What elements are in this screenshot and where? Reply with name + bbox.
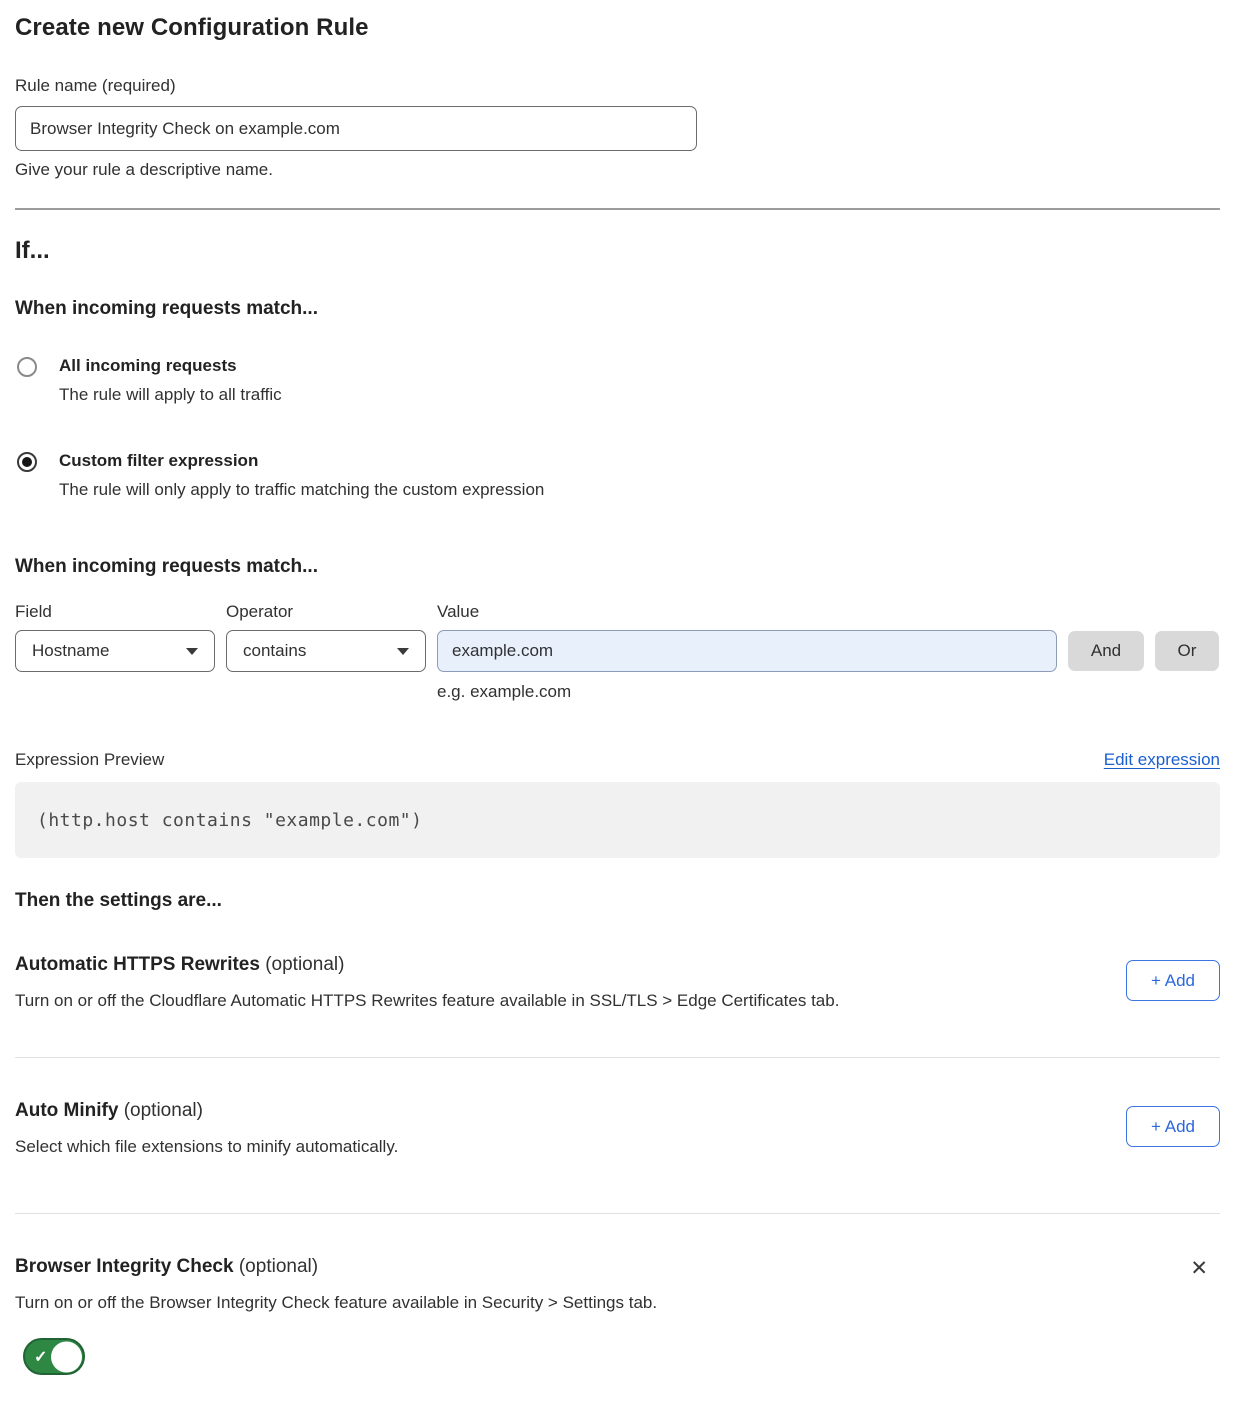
- setting-title: Browser Integrity Check: [15, 1256, 234, 1277]
- field-select[interactable]: [15, 630, 215, 672]
- radio-option-all-incoming-requests[interactable]: [15, 356, 1220, 405]
- chevron-down-icon: [186, 648, 198, 655]
- setting-divider: [15, 1057, 1220, 1058]
- edit-expression-link[interactable]: Edit expression: [1103, 750, 1220, 769]
- chevron-down-icon: [397, 648, 409, 655]
- rule-name-input[interactable]: [15, 106, 697, 151]
- if-heading: If...: [15, 237, 50, 264]
- page-title: Create new Configuration Rule: [15, 14, 369, 41]
- expression-preview-box: [15, 782, 1220, 858]
- field-column-label: Field: [15, 602, 52, 621]
- expression-code: (http.host contains "example.com"): [37, 809, 423, 831]
- radio-option-custom-filter-expression[interactable]: [15, 451, 1220, 500]
- expression-builder-heading: When incoming requests match...: [15, 556, 318, 577]
- setting-title: Auto Minify: [15, 1100, 119, 1121]
- value-column-label: Value: [437, 602, 480, 621]
- setting-optional-tag: (optional): [265, 954, 345, 975]
- expression-preview-label: Expression Preview: [15, 750, 165, 769]
- setting-title: Automatic HTTPS Rewrites: [15, 954, 260, 975]
- radio-button-unselected-icon[interactable]: [17, 357, 37, 377]
- field-select-value: Hostname: [32, 641, 110, 660]
- browser-integrity-check-toggle[interactable]: [23, 1338, 85, 1375]
- value-input[interactable]: [437, 630, 1057, 672]
- expression-builder-row: [15, 602, 1220, 702]
- or-button[interactable]: Or: [1155, 631, 1219, 671]
- close-icon[interactable]: ✕: [1190, 1257, 1208, 1280]
- operator-select[interactable]: [226, 630, 426, 672]
- setting-auto-minify: [15, 1100, 1220, 1157]
- setting-description: Select which file extensions to minify automatically.: [15, 1137, 399, 1156]
- radio-description: The rule will only apply to traffic matching the custom expression: [59, 480, 545, 499]
- when-match-heading: When incoming requests match...: [15, 298, 318, 319]
- setting-optional-tag: (optional): [123, 1100, 203, 1121]
- setting-browser-integrity-check: [15, 1256, 1220, 1380]
- operator-column-label: Operator: [226, 602, 294, 621]
- setting-divider: [15, 1213, 1220, 1214]
- setting-description: Turn on or off the Browser Integrity Check feature available in Security > Settings tab.: [15, 1293, 658, 1312]
- radio-description: The rule will apply to all traffic: [59, 385, 282, 404]
- radio-label: Custom filter expression: [59, 451, 259, 470]
- settings-heading: Then the settings are...: [15, 890, 222, 911]
- setting-optional-tag: (optional): [238, 1256, 319, 1277]
- rule-name-help: Give your rule a descriptive name.: [15, 160, 273, 179]
- setting-description: Turn on or off the Cloudflare Automatic HTTPS Rewrites feature available in SSL/TLS > Edge Certificates tab.: [15, 991, 840, 1010]
- add-automatic-https-rewrites-button[interactable]: + Add: [1126, 960, 1220, 1001]
- setting-automatic-https-rewrites: [15, 954, 1220, 1011]
- section-divider: [15, 208, 1220, 210]
- and-button[interactable]: And: [1068, 631, 1144, 671]
- check-icon: ✓: [34, 1348, 48, 1366]
- value-help-text: e.g. example.com: [437, 682, 572, 701]
- operator-select-value: contains: [243, 641, 307, 660]
- add-auto-minify-button[interactable]: + Add: [1126, 1106, 1220, 1147]
- rule-name-label: Rule name (required): [15, 76, 176, 95]
- toggle-knob[interactable]: [51, 1341, 82, 1372]
- radio-button-selected-icon[interactable]: [17, 452, 37, 472]
- radio-label: All incoming requests: [59, 356, 237, 375]
